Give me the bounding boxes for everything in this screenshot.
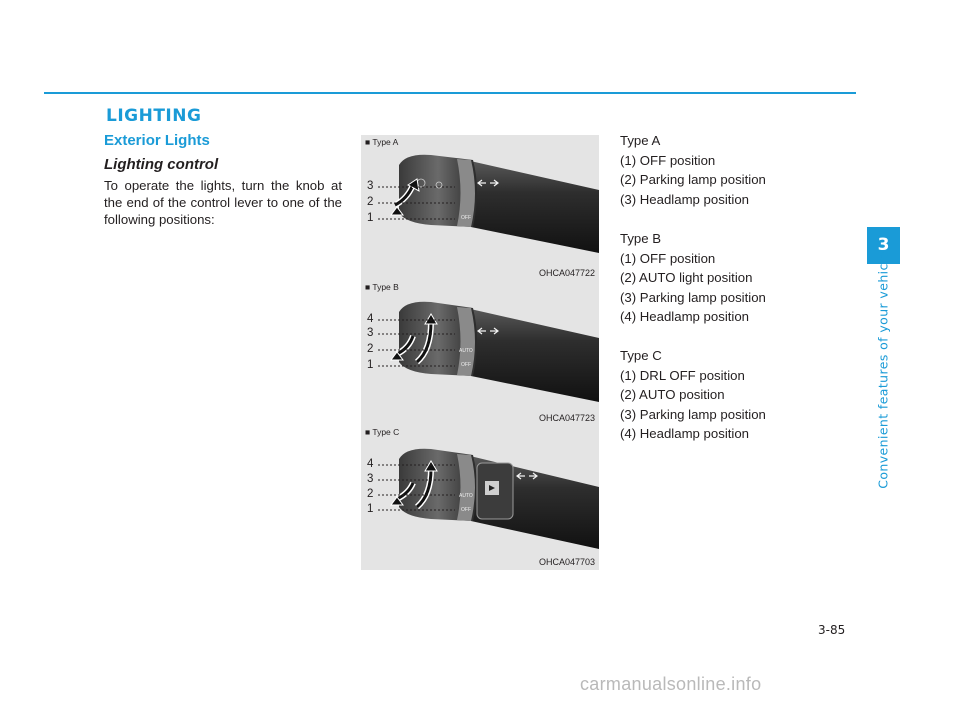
position-item: (4) Headlamp position [620, 426, 750, 441]
position-item: (2) AUTO position [620, 387, 725, 402]
figure-type-label: ■ Type C [365, 427, 400, 437]
position-item: (1) OFF position [620, 152, 716, 168]
position-item: (3) Headlamp position [620, 191, 750, 207]
figure-type-label: ■ Type B [365, 282, 399, 292]
position-item: (1) OFF position [620, 250, 716, 266]
lever-illustration-icon [361, 135, 599, 281]
position-item: (2) AUTO light position [620, 270, 753, 285]
position-item: (1) DRL OFF position [620, 367, 745, 383]
svg-text:AUTO: AUTO [459, 348, 473, 354]
type-heading: Type C [620, 348, 662, 363]
position-item: (3) Parking lamp position [620, 406, 766, 422]
chapter-number-tab: 3 [867, 227, 900, 264]
position-number: 4 [367, 458, 374, 470]
position-number: 2 [367, 196, 374, 208]
header-rule [44, 92, 856, 94]
position-number: 3 [367, 473, 374, 485]
position-number: 1 [367, 212, 374, 224]
figure-type-b [361, 280, 599, 426]
type-heading: Type A [620, 133, 661, 148]
svg-text:OFF: OFF [461, 507, 471, 513]
subsection-title: Exterior Lights [104, 132, 210, 149]
position-item: (2) Parking lamp position [620, 172, 766, 187]
type-c-description [620, 346, 840, 444]
figure-type-c [361, 425, 599, 570]
type-b-description [620, 229, 840, 327]
figure-code: OHCA047722 [538, 268, 595, 278]
lever-illustration-icon [361, 425, 599, 570]
position-number: 3 [367, 180, 374, 192]
type-a-description [620, 131, 840, 209]
section-title: LIGHTING [106, 106, 202, 126]
position-item: (4) Headlamp position [620, 309, 750, 324]
intro-paragraph: To operate the lights, turn the knob at the end of the control lever to one of the following positions: [104, 178, 342, 227]
position-number: 1 [367, 359, 374, 371]
svg-text:OFF: OFF [461, 215, 471, 221]
figure-code: OHCA047723 [538, 413, 595, 423]
position-number: 3 [367, 327, 374, 339]
page-number: 3-85 [818, 623, 846, 637]
position-number: 2 [367, 343, 374, 355]
position-number: 2 [367, 488, 374, 500]
position-number: 4 [367, 313, 374, 325]
position-item: (3) Parking lamp position [620, 289, 766, 305]
figure-type-label: ■ Type A [365, 137, 399, 147]
figure-type-a [361, 135, 599, 281]
svg-text:OFF: OFF [461, 362, 471, 368]
topic-title: Lighting control [104, 156, 219, 173]
watermark: carmanualsonline.info [580, 674, 762, 694]
lever-illustration-icon [361, 280, 599, 426]
chapter-title: Convenient features of your vehicle [875, 251, 891, 489]
type-heading: Type B [620, 231, 662, 246]
position-number: 1 [367, 503, 374, 515]
svg-text:AUTO: AUTO [459, 493, 473, 499]
figure-code: OHCA047703 [538, 557, 595, 567]
